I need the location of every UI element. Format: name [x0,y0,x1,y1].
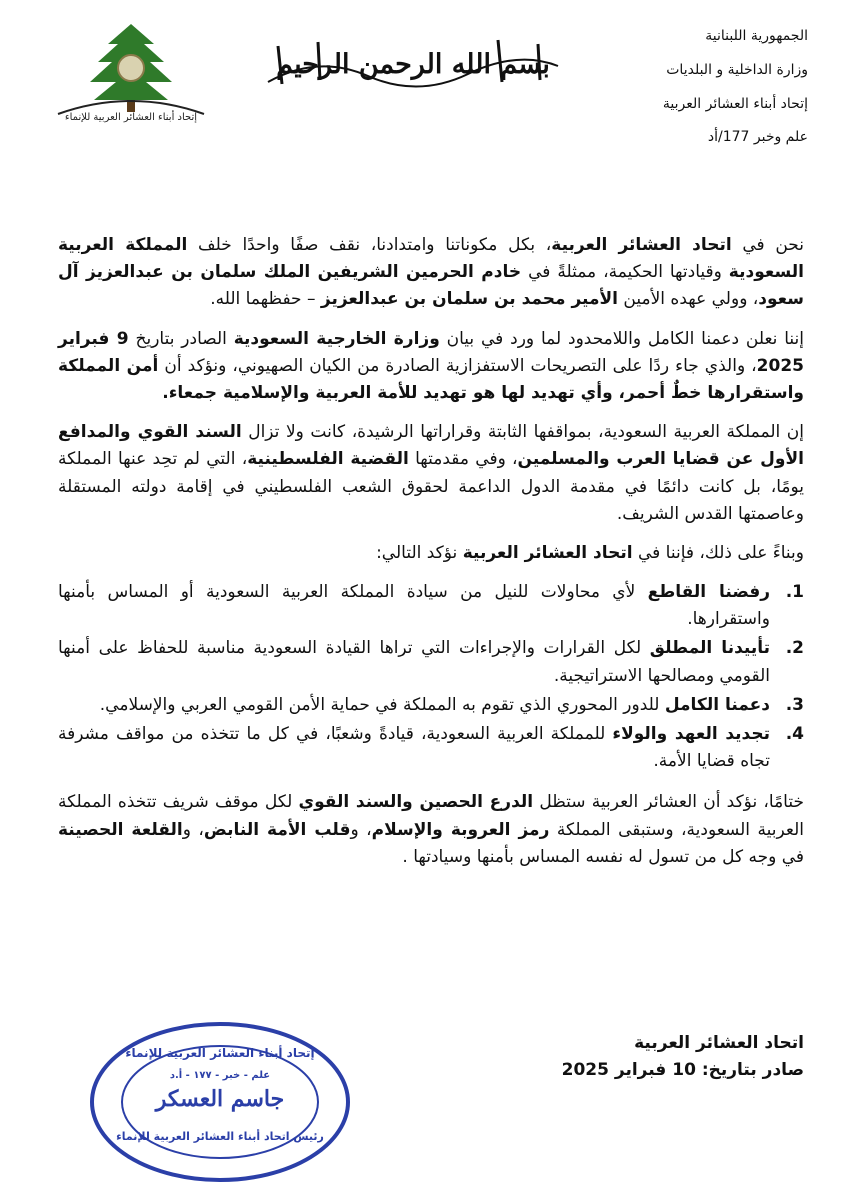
text-run: نؤكد التالي: [376,542,463,563]
text-run: – حفظهما الله. [210,289,321,310]
text-run: ، والذي جاء ردًا على التصريحات الاستفزازية الصادرة من الكيان الصهيوني، ونؤكد أن [158,355,757,376]
text-run: الدرع الحصين والسند القوي [298,792,534,813]
ministry-name: وزارة الداخلية و البلديات [666,61,808,78]
text-run: إن المملكة العربية السعودية، بمواقفها الثابتة وقراراتها الرشيدة، كانت ولا تزال [241,422,804,443]
basmala-text: بسم الله الرحمن الرحيم [276,48,550,80]
text-run: وبناءً على ذلك، فإننا في [632,542,804,563]
issue-date: صادر بتاريخ: 10 فبراير 2025 [561,1060,804,1081]
text-run: في وجه كل من تسول له نفسه المساس بأمنها وسيادتها . [402,846,804,867]
text-run: ، و [182,819,204,840]
text-run: وزارة الخارجية السعودية [233,328,440,349]
letterhead-text [568,28,808,163]
stamp-name-text: جاسم العسكر [155,1086,285,1112]
text-run: القلعة الحصينة [58,819,183,840]
text-run: ، وفي مقدمتها [408,449,518,470]
list-item: 3. دعمنا الكامل للدور المحوري الذي تقوم به المملكة في حماية الأمن القومي العربي والإسلامي. [99,694,804,715]
text-run: قلب الأمة النابض [203,819,351,840]
paragraph-closing [58,789,804,871]
basmala-calligraphy [258,24,568,104]
text-run: رمز العروبة والإسلام [371,819,550,840]
text-run: ختامًا، نؤكد أن العشائر العربية ستظل [533,792,804,813]
text-run: ، و [350,819,372,840]
list-item: 1. رفضنا القاطع لأي محاولات للنيل من سيادة المملكة العربية السعودية أو المساس بأمنها واستقرارها. [58,582,804,630]
text-run: إننا نعلن دعمنا الكامل واللامحدود لما ورد في بيان [439,328,804,349]
stamp-top-text: إتحاد أبناء العشائر العربية للإنماء [125,1046,315,1060]
text-run: 9 فبراير 2025 [58,328,804,376]
text-run: اتحاد العشائر العربية [462,542,633,563]
reference-number: علم وخبر 177/أد [707,129,808,146]
republic-name: الجمهورية اللبنانية [705,28,808,44]
paragraph-declaration [58,326,804,408]
text-run: الأمير محمد بن سلمان بن عبدالعزيز [320,289,619,310]
stamp-bottom-text: رئيس اتحاد أبناء العشائر العربية للإنماء [116,1130,324,1143]
points-lead [58,540,804,567]
points-list [58,579,804,775]
text-run: المملكة العربية السعودية [58,235,804,283]
official-stamp [86,1018,354,1186]
signature-org: اتحاد العشائر العربية [634,1033,804,1053]
text-run: أمن المملكة واستقرارها خطٌ أحمر، وأي تهديد لها هو تهديد للأمة العربية والإسلامية جمعاء. [58,355,804,403]
text-run: اتحاد العشائر العربية [551,235,732,255]
cedar-icon [38,18,224,118]
text-run: نحن في [731,235,804,255]
statement-body [58,232,804,883]
text-run: لكل موقف شريف تتخذه المملكة العربية السعودية، وستبقى المملكة [58,792,804,840]
text-run: ، وولي عهده الأمين [618,289,759,310]
text-run: وقيادتها الحكيمة، ممثلةً في [521,262,729,283]
list-item: 4. تجديد العهد والولاء للمملكة العربية السعودية، قيادةً وشعبًا، في كل ما تتخذه من مواقف مشرفة تجاه قضايا الأمة. [58,724,804,772]
signature-block [504,1030,804,1084]
paragraph-support [58,232,804,314]
logo-caption: إتحاد أبناء العشائر العربية للإنماء [64,112,198,123]
paragraph-kingdom-role [58,419,804,528]
text-run: الصادر بتاريخ [128,328,234,349]
text-run: السند القوي والمدافع الأول عن قضايا العرب والمسلمين [58,422,804,470]
text-run: ، بكل مكوناتنا وامتدادنا، نقف صفًا واحدًا خلف [187,235,552,255]
union-name: إتحاد أبناء العشائر العربية [662,95,808,112]
text-run: خادم الحرمين الشريفين الملك سلمان بن عبدالعزيز آل سعود [58,262,804,310]
stamp-ref-text: علم - خبر - ١٧٧ - أ.د [169,1070,271,1081]
text-run: القضية الفلسطينية [247,449,409,470]
list-item: 2. تأييدنا المطلق لكل القرارات والإجراءات التي تراها القيادة السعودية مناسبة للحفاظ على أمنها القومي ومصالحها الاستراتيجية. [58,638,804,686]
text-run: ، التي لم تحِد عنها المملكة يومًا، بل كانت دائمًا في مقدمة الدول الداعمة لحقوق الشعب الفلسطيني في إقامة دولته المستقلة وعاصمتها القدس الشريف. [58,449,804,524]
